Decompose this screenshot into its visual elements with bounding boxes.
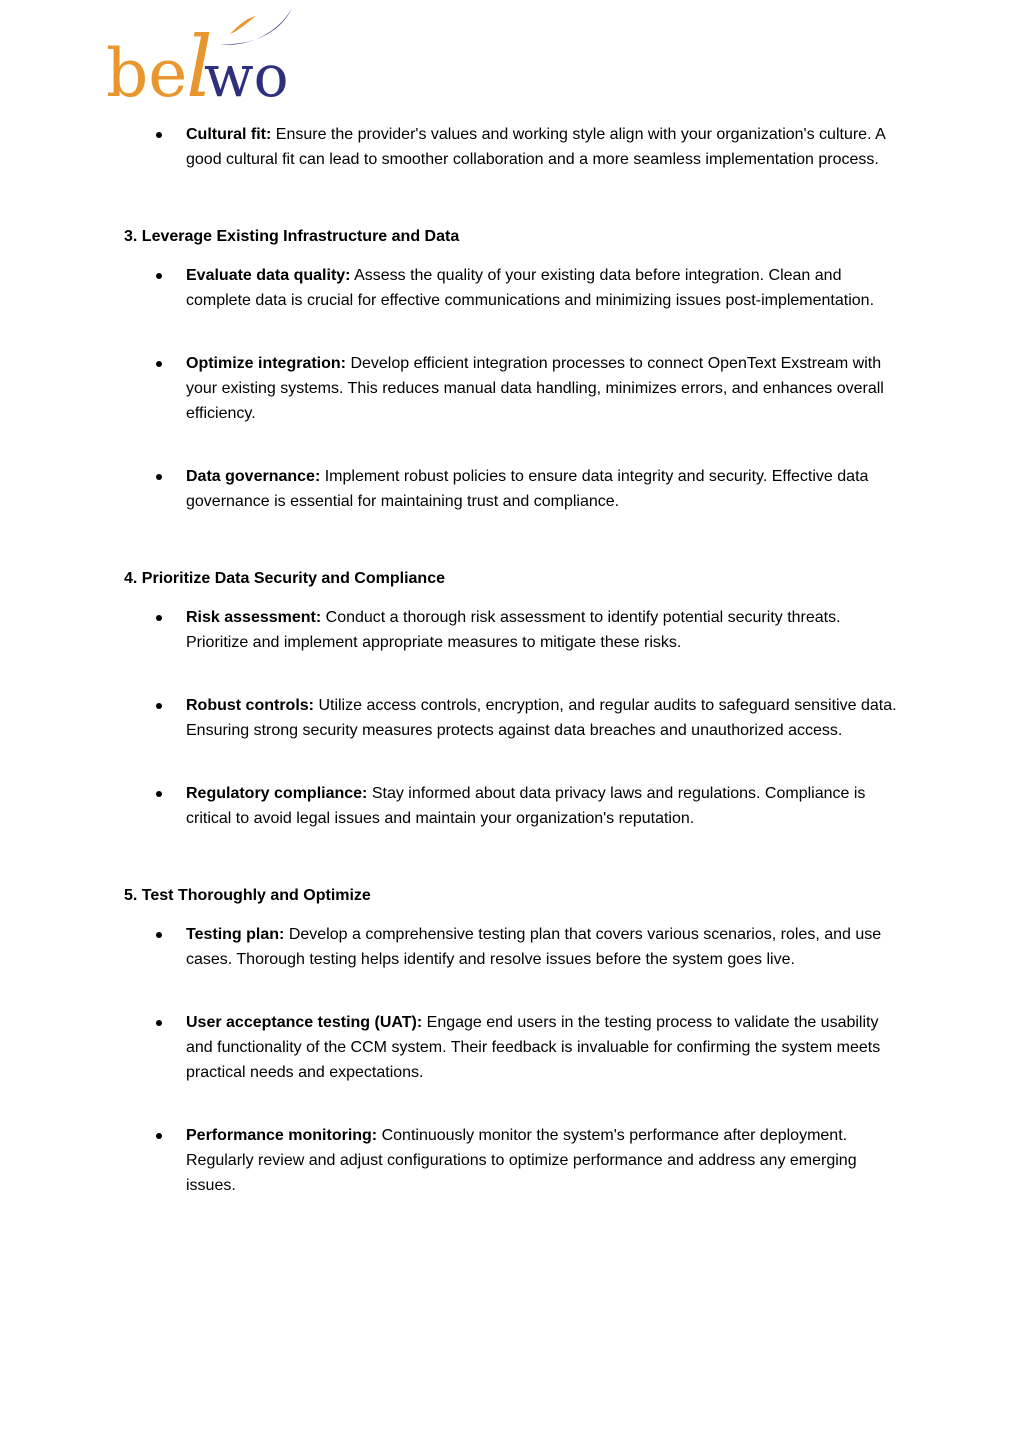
document-body bbox=[0, 122, 1023, 1198]
item-text: Engage end users in the testing process to validate the usability and functionality of the CCM system. Their feedback is invaluable for confirming the system meets practical needs and expectations. bbox=[186, 1014, 881, 1081]
logo-text-l: l bbox=[186, 18, 213, 102]
item-term: Performance monitoring: bbox=[186, 1127, 378, 1144]
list-item-evaluate-data-quality bbox=[0, 263, 1023, 313]
item-term: Testing plan: bbox=[186, 926, 285, 943]
list-item-optimize-integration bbox=[0, 351, 1023, 426]
item-text: Conduct a thorough risk assessment to identify potential security threats. Prioritize and implement appropriate measures to mitigate these risks. bbox=[186, 609, 841, 651]
item-text: Ensure the provider's values and working style align with your organization's culture. A good cultural fit can lead to smoother collaboration and a more seamless implementation process. bbox=[186, 126, 885, 168]
list-item-performance-monitoring bbox=[0, 1123, 1023, 1198]
list-item-data-governance bbox=[0, 464, 1023, 514]
list-item-cultural-fit bbox=[0, 122, 1023, 172]
item-text: Stay informed about data privacy laws and regulations. Compliance is critical to avoid legal issues and maintain your organization's reputation. bbox=[186, 785, 866, 827]
list-item-risk-assessment bbox=[0, 605, 1023, 655]
item-term: Risk assessment: bbox=[186, 609, 322, 626]
section-heading-4: 4. Prioritize Data Security and Compliance bbox=[124, 570, 445, 587]
item-text: Develop a comprehensive testing plan that covers various scenarios, roles, and use cases. Thorough testing helps identify and resolve issues before the system goes live. bbox=[186, 926, 882, 968]
list-item-testing-plan bbox=[0, 922, 1023, 972]
list-item-robust-controls bbox=[0, 693, 1023, 743]
logo-text-wo: wo bbox=[204, 42, 289, 102]
section-heading-3: 3. Leverage Existing Infrastructure and Data bbox=[124, 228, 460, 245]
list-item-regulatory-compliance bbox=[0, 781, 1023, 831]
item-term: Optimize integration: bbox=[186, 355, 346, 372]
logo-swoosh-navy bbox=[220, 8, 292, 45]
item-term: Robust controls: bbox=[186, 697, 314, 714]
item-term: Cultural fit: bbox=[186, 126, 272, 143]
item-term: Evaluate data quality: bbox=[186, 267, 351, 284]
section-heading-5: 5. Test Thoroughly and Optimize bbox=[124, 887, 371, 904]
item-text: Utilize access controls, encryption, and regular audits to safeguard sensitive data. Ensuring strong security measures protects against data breaches and unauthorized access. bbox=[186, 697, 897, 739]
item-text: Continuously monitor the system's performance after deployment. Regularly review and adjust configurations to optimize performance and address any emerging issues. bbox=[186, 1127, 857, 1194]
belwo-logo bbox=[106, 4, 298, 102]
item-term: Regulatory compliance: bbox=[186, 785, 368, 802]
item-text: Implement robust policies to ensure data integrity and security. Effective data governance is essential for maintaining trust and compliance. bbox=[186, 468, 869, 510]
item-text: Assess the quality of your existing data before integration. Clean and complete data is crucial for effective communications and minimizing issues post-implementation. bbox=[186, 267, 875, 309]
item-term: Data governance: bbox=[186, 468, 321, 485]
list-item-user-acceptance-testing bbox=[0, 1010, 1023, 1085]
item-text: Develop efficient integration processes to connect OpenText Exstream with your existing systems. This reduces manual data handling, minimizes errors, and enhances overall efficiency. bbox=[186, 355, 884, 422]
item-term: User acceptance testing (UAT): bbox=[186, 1014, 423, 1031]
logo-swoosh-orange bbox=[230, 16, 256, 34]
logo-text-be: be bbox=[106, 35, 188, 102]
